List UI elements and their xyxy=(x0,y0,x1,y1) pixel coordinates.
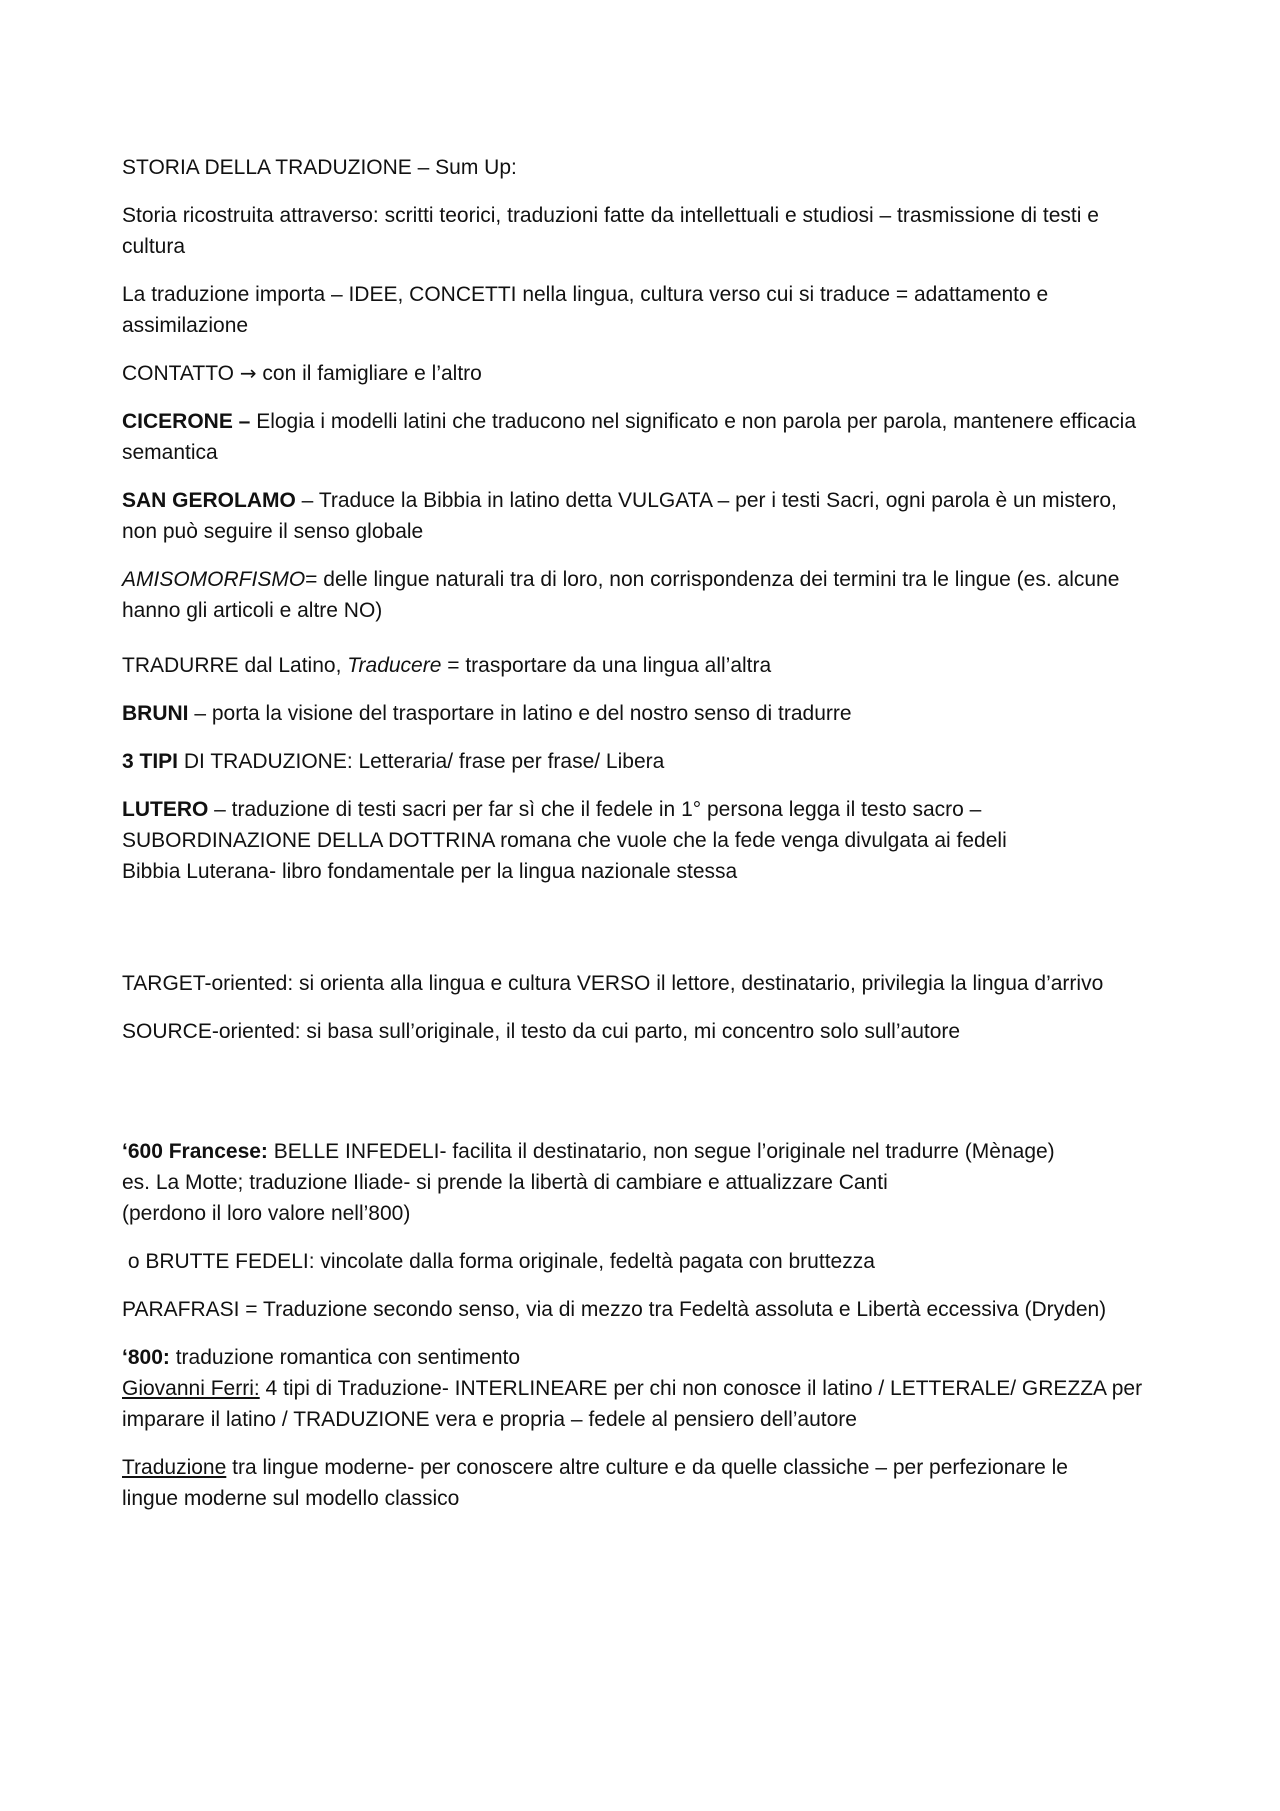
paragraph-line: SUBORDINAZIONE DELLA DOTTRINA romana che vuole che la fede venga divulgata ai fedeli xyxy=(122,829,1007,852)
amisomorfismo-term: AMISOMORFISMO xyxy=(122,568,306,591)
paragraph-source-oriented xyxy=(122,1016,1182,1047)
cicerone-text: Elogia i modelli latini che traducono nel significato e non parola per parola, mantenere efficacia xyxy=(250,410,1137,433)
traducere-term: Traducere xyxy=(347,654,442,677)
giovanni-ferri-text: 4 tipi di Traduzione- INTERLINEARE per chi non conosce il latino / LETTERALE/ GREZZA per xyxy=(259,1377,1143,1400)
paragraph-bruni xyxy=(122,698,1182,729)
san-gerolamo-heading: SAN GEROLAMO xyxy=(122,489,296,512)
contatto-text: CONTATTO xyxy=(122,362,240,385)
title-text: STORIA DELLA TRADUZIONE – Sum Up: xyxy=(122,156,517,179)
paragraph-line xyxy=(122,698,1182,729)
paragraph-line: (perdono il loro valore nell’800) xyxy=(122,1202,411,1225)
amisomorfismo-text: = delle lingue naturali tra di loro, non corrispondenza dei termini tra le lingue (es. alcune xyxy=(305,568,1120,591)
paragraph-line: lingue moderne sul modello classico xyxy=(122,1487,460,1510)
paragraph-lutero xyxy=(122,794,1182,887)
document-page xyxy=(122,152,1182,1531)
paragraph-line xyxy=(122,1452,1182,1483)
paragraph-line xyxy=(122,485,1182,516)
paragraph-line xyxy=(122,746,1182,777)
paragraph-target-oriented xyxy=(122,968,1182,999)
bruni-heading: BRUNI xyxy=(122,702,189,725)
paragraph-line: cultura xyxy=(122,235,186,258)
paragraph-line: hanno gli articoli e altre NO) xyxy=(122,599,383,622)
traduzione-label: Traduzione xyxy=(122,1456,227,1479)
paragraph-tradurre xyxy=(122,650,1182,681)
paragraph-line xyxy=(122,794,1182,825)
paragraph-tipi xyxy=(122,746,1182,777)
francese-text: BELLE INFEDELI- facilita il destinatario, non segue l’originale nel tradurre (Mènage) xyxy=(267,1140,1055,1163)
paragraph-line: Bibbia Luterana- libro fondamentale per la lingua nazionale stessa xyxy=(122,860,738,883)
paragraph-line xyxy=(122,358,1182,389)
paragraph-line: SOURCE-oriented: si basa sull’originale, il testo da cui parto, mi concentro solo sull’autore xyxy=(122,1020,961,1043)
paragraph-cicerone xyxy=(122,406,1182,468)
tipi-text: DI TRADUZIONE: Letteraria/ frase per frase/ Libera xyxy=(178,750,665,773)
paragraph-brutte-fedeli xyxy=(122,1246,1182,1277)
paragraph-contatto xyxy=(122,358,1182,389)
document-title xyxy=(122,152,1182,183)
bruni-text: – porta la visione del trasportare in latino e del nostro senso di tradurre xyxy=(188,702,852,725)
paragraph-line xyxy=(122,1136,1182,1167)
paragraph-san-gerolamo xyxy=(122,485,1182,547)
giovanni-ferri-label: Giovanni Ferri: xyxy=(122,1377,260,1400)
san-gerolamo-text: – Traduce la Bibbia in latino detta VULGATA – per i testi Sacri, ogni parola è un mistero, xyxy=(295,489,1117,512)
paragraph-line: PARAFRASI = Traduzione secondo senso, via di mezzo tra Fedeltà assoluta e Libertà eccessiva (Dryden) xyxy=(122,1298,1107,1321)
blank-space xyxy=(122,1064,1182,1136)
contatto-rest: con il famigliare e l’altro xyxy=(256,362,482,385)
paragraph-line: semantica xyxy=(122,441,218,464)
lutero-heading: LUTERO xyxy=(122,798,209,821)
paragraph-line: La traduzione importa – IDEE, CONCETTI nella lingua, cultura verso cui si traduce = adattamento e xyxy=(122,283,1049,306)
arrow-right-icon: → xyxy=(239,361,257,385)
paragraph-line: o BRUTTE FEDELI: vincolate dalla forma originale, fedeltà pagata con bruttezza xyxy=(122,1250,875,1273)
ottocento-heading: ‘800: xyxy=(122,1346,170,1369)
paragraph-line: imparare il latino / TRADUZIONE vera e propria – fedele al pensiero dell’autore xyxy=(122,1408,857,1431)
paragraph-amisomorfismo xyxy=(122,564,1182,626)
paragraph-line: assimilazione xyxy=(122,314,249,337)
tradurre-rest: = trasportare da una lingua all’altra xyxy=(441,654,772,677)
paragraph-traduzione-importa xyxy=(122,279,1182,341)
ottocento-text: traduzione romantica con sentimento xyxy=(169,1346,521,1369)
lutero-text: – traduzione di testi sacri per far sì che il fedele in 1° persona legga il testo sacro – xyxy=(208,798,982,821)
paragraph-line xyxy=(122,650,1182,681)
paragraph-line xyxy=(122,1373,1182,1404)
tradurre-text: TRADURRE dal Latino, xyxy=(122,654,348,677)
paragraph-line: TARGET-oriented: si orienta alla lingua e cultura VERSO il lettore, destinatario, privilegia la lingua d’arrivo xyxy=(122,972,1104,995)
tipi-heading: 3 TIPI xyxy=(122,750,179,773)
blank-space xyxy=(122,904,1182,968)
paragraph-line: es. La Motte; traduzione Iliade- si prende la libertà di cambiare e attualizzare Canti xyxy=(122,1171,888,1194)
traduzione-text: tra lingue moderne- per conoscere altre culture e da quelle classiche – per perfezionare le xyxy=(226,1456,1068,1479)
paragraph-line xyxy=(122,406,1182,437)
paragraph-storia xyxy=(122,200,1182,262)
cicerone-heading: CICERONE – xyxy=(122,410,251,433)
paragraph-line xyxy=(122,564,1182,595)
paragraph-line xyxy=(122,1342,1182,1373)
francese-heading: ‘600 Francese: xyxy=(122,1140,268,1163)
paragraph-600-francese xyxy=(122,1136,1182,1229)
paragraph-line: Storia ricostruita attraverso: scritti teorici, traduzioni fatte da intellettuali e studiosi – trasmissione di testi e xyxy=(122,204,1099,227)
paragraph-traduzione-moderne xyxy=(122,1452,1182,1514)
paragraph-parafrasi xyxy=(122,1294,1182,1325)
paragraph-line: non può seguire il senso globale xyxy=(122,520,424,543)
paragraph-800 xyxy=(122,1342,1182,1435)
